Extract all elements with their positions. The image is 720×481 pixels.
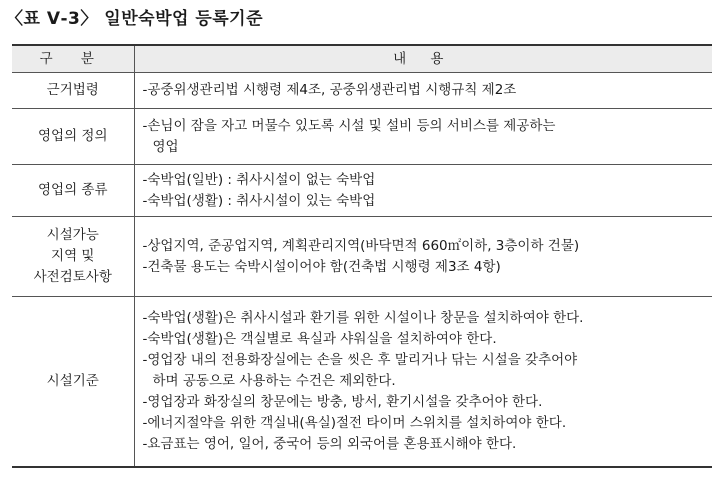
content-line: -건축물 용도는 숙박시설이어야 함(건축법 시행령 제3조 4항) [142,258,501,275]
row-content [134,109,712,165]
content-line: -공중위생관리법 시행령 제4조, 공중위생관리법 시행규칙 제2조 [142,82,517,98]
registration-standards-table [12,44,712,468]
content-line: -상업지역, 준공업지역, 계획관리지역(바닥면적 660㎡이하, 3층이하 건물) [142,237,580,254]
content-line: -숙박업(생활) : 취사시설이 있는 숙박업 [142,192,376,209]
category-line: 시설가능 [46,227,99,243]
row-category [12,165,134,217]
category-line: 사전검토사항 [33,269,112,285]
row-content [134,217,712,297]
table-row [12,109,712,165]
category-line: 영업의 종류 [38,182,108,198]
content-line: -숙박업(생활)은 취사시설과 환기를 위한 시설이나 창문을 설치하여야 한다. [142,309,584,326]
row-category [12,297,134,467]
content-line: 하며 공동으로 사용하는 수건은 제외한다. [152,372,396,389]
table-header-row [12,45,712,73]
content-line: -영업장 내의 전용화장실에는 손을 씻은 후 말리거나 닦는 시설을 갖추어야 [142,351,578,368]
category-line: 영업의 정의 [38,128,108,144]
category-line: 지역 및 [51,248,95,264]
row-category [12,217,134,297]
row-content [134,297,712,467]
content-line: -숙박업(일반) : 취사시설이 없는 숙박업 [142,171,376,188]
content-line: -에너지절약을 위한 객실내(욕실)절전 타이머 스위치를 설치하여야 한다. [142,414,567,431]
content-line: -요금표는 영어, 일어, 중국어 등의 외국어를 혼용표시해야 한다. [142,435,517,452]
table-row [12,165,712,217]
row-content [134,165,712,217]
table-row [12,73,712,109]
table-row [12,297,712,467]
row-category [12,109,134,165]
table-caption: 〈표 Ⅴ-3〉 일반숙박업 등록기준 [6,9,264,29]
content-line: -숙박업(생활)은 객실별로 욕실과 샤워실을 설치하여야 한다. [142,330,497,347]
header-content: 내 용 [134,45,712,73]
table-row [12,217,712,297]
row-content [134,73,712,109]
category-line: 근거법령 [46,82,99,98]
content-line: 영업 [152,138,179,155]
content-line: -손님이 잠을 자고 머물수 있도록 시설 및 설비 등의 서비스를 제공하는 [142,117,556,134]
content-line: -영업장과 화장실의 창문에는 방충, 방서, 환기시설을 갖추어야 한다. [142,393,543,410]
header-category: 구 분 [12,45,134,73]
category-line: 시설기준 [46,372,99,389]
row-category [12,73,134,109]
